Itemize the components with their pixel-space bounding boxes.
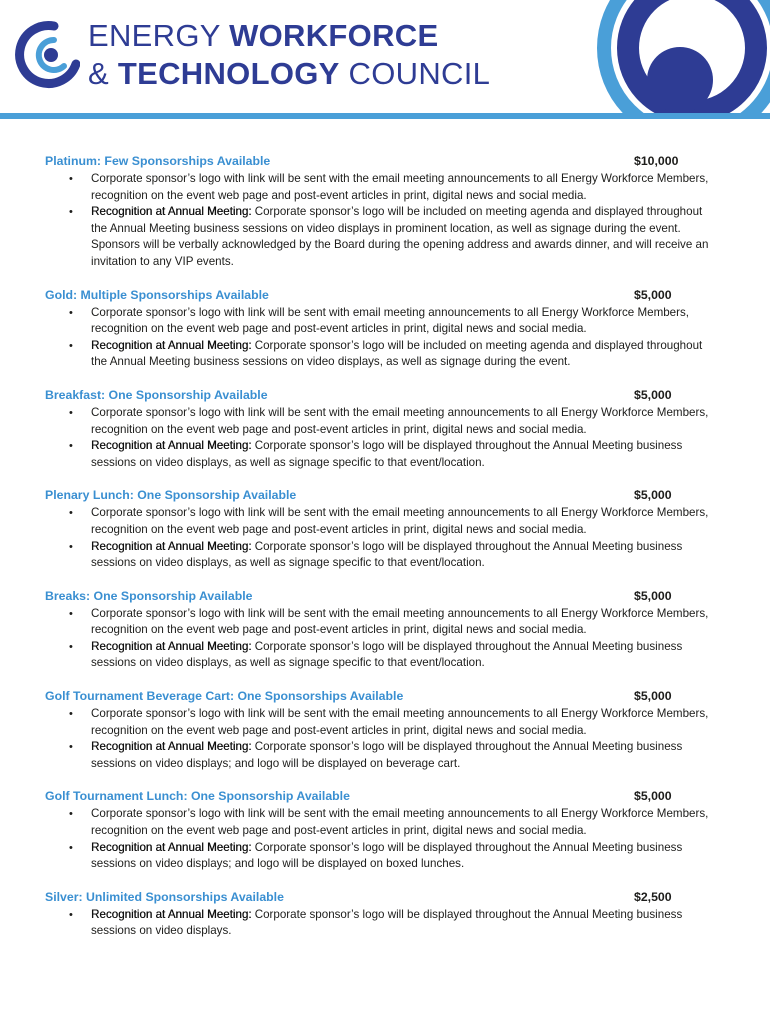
benefit-item (0, 539, 770, 572)
benefit-list (0, 505, 770, 571)
benefit-text: Corporate sponsor’s logo will be displayed throughout the Annual Meeting business sessions on video displays, as well as signage specific to that event/location. (91, 639, 683, 670)
benefit-text: Corporate sponsor’s logo with link will be sent with email meeting announcements to all Energy Workforce Members, recognition on the event web page and post-event articles in print, digital news and social media. (91, 305, 690, 336)
section-price: $5,000 (634, 588, 672, 603)
decorative-rings-icon (550, 0, 770, 113)
benefit-list (0, 606, 770, 672)
benefit-text: Corporate sponsor’s logo with link will be sent with the email meeting announcements to all Energy Workforce Members, recognition on the event web page and post-event articles in print, digital news and social media. (91, 506, 709, 536)
benefit-text: Corporate sponsor’s logo will be displayed throughout the Annual Meeting business sessions on video displays, as well as signage specific to that event/location. (91, 539, 683, 570)
section-price: $5,000 (634, 488, 672, 503)
benefit-lead: Recognition at Annual Meeting: (91, 539, 252, 553)
benefit-list (0, 806, 770, 872)
wordmark-technology: TECHNOLOGY (117, 56, 340, 91)
section-title: Gold: Multiple Sponsorships Available (45, 287, 269, 302)
section-header (0, 488, 770, 505)
benefit-lead: Recognition at Annual Meeting: (91, 740, 252, 754)
section-header (0, 890, 770, 907)
council-logo-icon (14, 20, 80, 90)
benefit-text: Corporate sponsor’s logo will be displayed throughout the Annual Meeting business sessions on video displays, as well as signage specific to that event/location. (91, 439, 683, 469)
section-title: Platinum: Few Sponsorships Available (45, 154, 271, 168)
section-price: $10,000 (634, 154, 679, 168)
section-title: Golf Tournament Beverage Cart: One Sponsorships Available (45, 689, 404, 704)
benefit-text: Corporate sponsor’s logo will be displayed throughout the Annual Meeting business sessions on video displays; and logo will be displayed on beverage cart. (91, 740, 683, 770)
benefit-list (0, 305, 770, 371)
section-title: Breakfast: One Sponsorship Available (45, 387, 268, 402)
section-title: Golf Tournament Lunch: One Sponsorship Available (45, 789, 350, 804)
bullet-icon: • (69, 206, 73, 219)
bullet-icon: • (69, 808, 73, 821)
benefit-item (0, 907, 770, 940)
page-header (0, 0, 770, 124)
benefit-text: Corporate sponsor’s logo with link will be sent with the email meeting announcements to all Energy Workforce Members, recognition on the event web page and post-event articles in print, digital news and social media. (91, 606, 709, 637)
benefit-item (0, 639, 770, 672)
benefit-text: Corporate sponsor’s logo with link will be sent with the email meeting announcements to all Energy Workforce Members, recognition on the event web page and post-event articles in print, digital news and social media. (91, 172, 709, 202)
bullet-icon: • (69, 507, 73, 520)
benefit-lead: Recognition at Annual Meeting: (91, 907, 252, 921)
wordmark-council: COUNCIL (339, 56, 491, 91)
section-price: $5,000 (634, 387, 672, 402)
wordmark-line-1 (88, 20, 490, 51)
section-price: $2,500 (634, 889, 672, 904)
section-header (0, 388, 770, 405)
sponsorship-section (0, 689, 770, 772)
bullet-icon: • (69, 841, 73, 854)
benefit-item (0, 171, 770, 204)
benefit-list (0, 706, 770, 772)
council-wordmark (88, 20, 490, 89)
benefit-item (0, 840, 770, 873)
wordmark-ampersand: & (88, 56, 118, 91)
bullet-icon: • (69, 540, 73, 553)
benefit-text: Corporate sponsor’s logo with link will be sent with the email meeting announcements to all Energy Workforce Members, recognition on the event web page and post-event articles in print, digital news and social media. (91, 707, 709, 737)
section-title: Silver: Unlimited Sponsorships Available (45, 889, 284, 904)
bullet-icon: • (69, 640, 73, 653)
benefit-text: Corporate sponsor’s logo with link will be sent with the email meeting announcements to all Energy Workforce Members, recognition on the event web page and post-event articles in print, digital news and social media. (91, 807, 709, 838)
section-price: $5,000 (634, 287, 672, 302)
section-header (0, 589, 770, 606)
section-price: $5,000 (634, 789, 672, 804)
benefit-item (0, 438, 770, 471)
benefit-text: Corporate sponsor’s logo will be displayed throughout the Annual Meeting business sessions on video displays. (91, 907, 683, 938)
section-price: $5,000 (634, 689, 672, 704)
bullet-icon: • (69, 607, 73, 620)
wordmark-energy: ENERGY (88, 18, 230, 53)
bullet-icon: • (69, 741, 73, 754)
section-title: Plenary Lunch: One Sponsorship Available (45, 488, 297, 503)
benefit-list (0, 405, 770, 471)
benefit-list (0, 171, 770, 271)
benefit-item (0, 706, 770, 739)
wordmark-line-2 (88, 58, 490, 89)
bullet-icon: • (69, 306, 73, 319)
benefit-text: Corporate sponsor’s logo with link will be sent with the email meeting announcements to all Energy Workforce Members, recognition on the event web page and post-event articles in print, digital news and social media. (91, 405, 709, 436)
bullet-icon: • (69, 440, 73, 453)
benefit-lead: Recognition at Annual Meeting: (91, 338, 252, 352)
benefit-item (0, 806, 770, 839)
sponsorship-section (0, 789, 770, 872)
benefit-text: Corporate sponsor’s logo will be included on meeting agenda and displayed throughout the Annual Meeting business sessions on video displays, as well as signage during the event. (91, 338, 703, 369)
bullet-icon: • (69, 908, 73, 921)
benefit-list (0, 907, 770, 940)
benefit-lead: Recognition at Annual Meeting: (91, 840, 252, 854)
benefit-lead: Recognition at Annual Meeting: (91, 639, 252, 653)
benefit-item (0, 405, 770, 438)
sponsorship-section (0, 890, 770, 940)
benefit-text: Corporate sponsor’s logo will be displayed throughout the Annual Meeting business sessions on video displays; and logo will be displayed on boxed lunches. (91, 840, 683, 871)
sponsorship-section (0, 488, 770, 571)
sponsorship-section (0, 388, 770, 471)
bullet-icon: • (69, 339, 73, 352)
wordmark-workforce: WORKFORCE (229, 18, 439, 53)
benefit-item (0, 606, 770, 639)
benefit-text: Corporate sponsor’s logo will be included on meeting agenda and displayed throughout the Annual Meeting business sessions on video displays in prominent location, as well as signage during the event. Sponsors will be verbally acknowledged by the Board during the opening address and awards dinner, and will receive an invitation to any VIP events. (91, 205, 709, 268)
header-rule (0, 113, 770, 119)
section-title: Breaks: One Sponsorship Available (45, 588, 253, 603)
benefit-lead: Recognition at Annual Meeting: (91, 205, 252, 219)
benefit-item (0, 739, 770, 772)
benefit-item (0, 305, 770, 338)
bullet-icon: • (69, 173, 73, 185)
section-header (0, 288, 770, 305)
sponsorship-list (0, 154, 770, 957)
sponsorship-section (0, 154, 770, 271)
benefit-lead: Recognition at Annual Meeting: (91, 439, 252, 453)
section-header (0, 789, 770, 806)
bullet-icon: • (69, 406, 73, 419)
section-header (0, 154, 770, 171)
sponsorship-section (0, 288, 770, 371)
benefit-item (0, 204, 770, 270)
section-header (0, 689, 770, 706)
sponsorship-section (0, 589, 770, 672)
benefit-item (0, 338, 770, 371)
bullet-icon: • (69, 708, 73, 721)
benefit-item (0, 505, 770, 538)
